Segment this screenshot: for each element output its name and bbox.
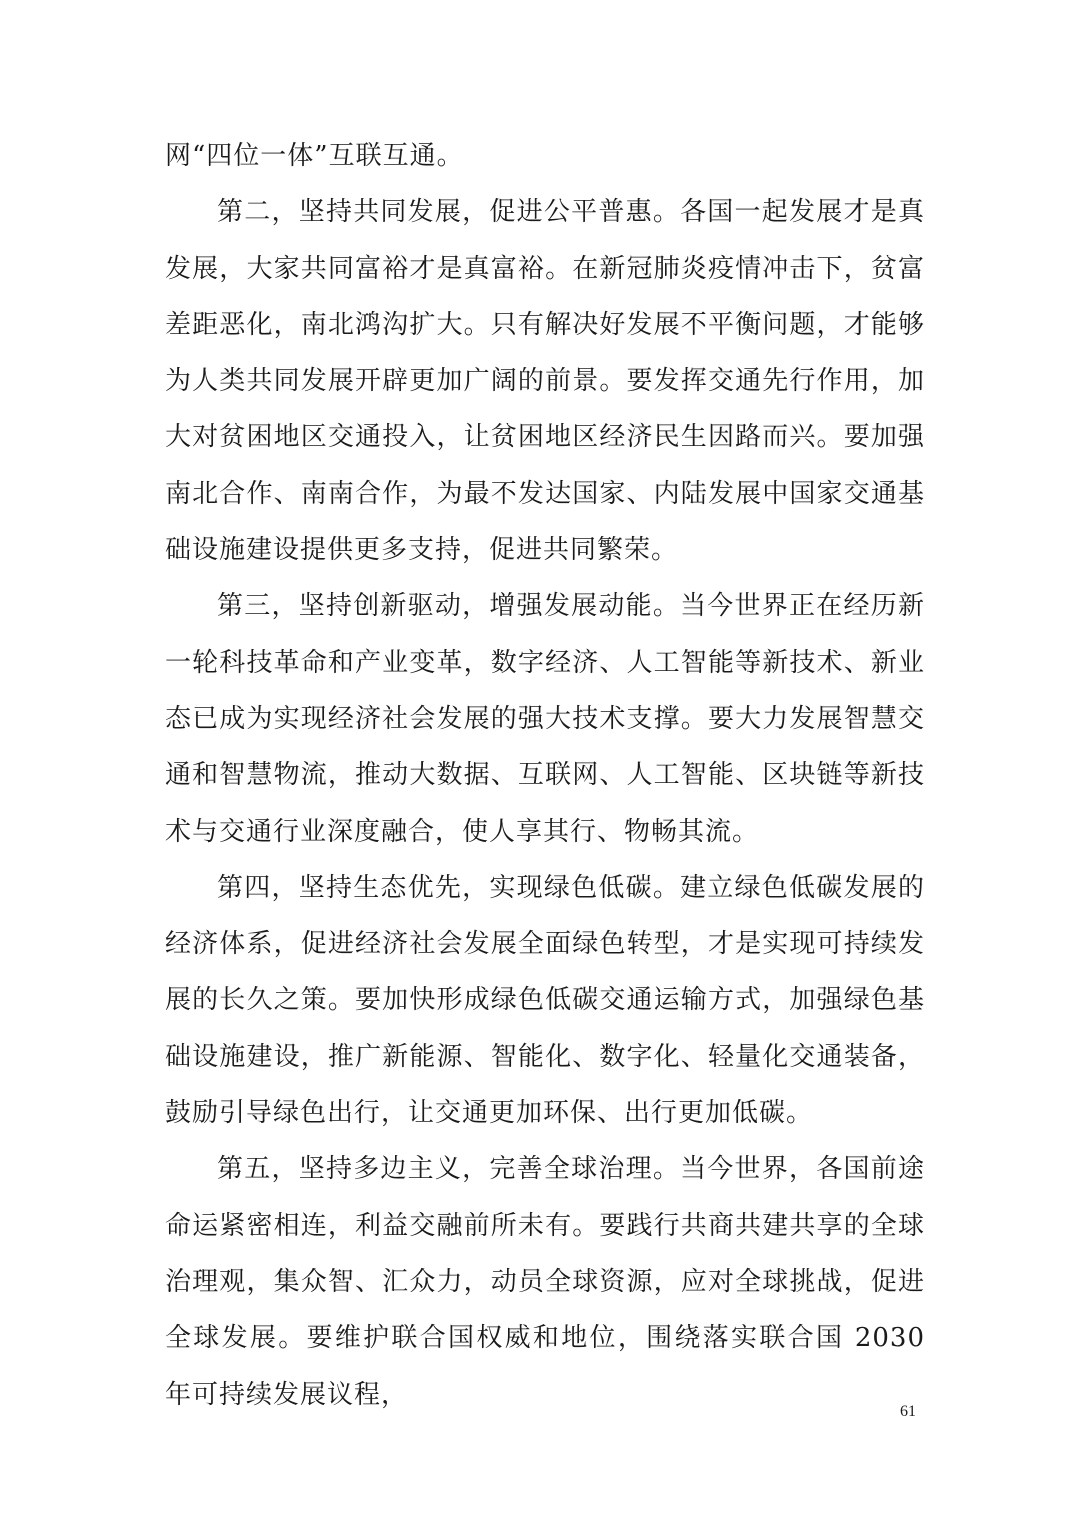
page-number: 61 — [900, 1403, 916, 1420]
paragraph-continuation: 网“四位一体”互联互通。 — [165, 141, 464, 171]
paragraph-second-point: 第二，坚持共同发展，促进公平普惠。各国一起发展才是真发展，大家共同富裕才是真富裕。在新冠肺炎疫情冲击下，贫富差距恶化，南北鸿沟扩大。只有解决好发展不平衡问题，才能够为人类共同发展开辟更加广阔的前景。要发挥交通先行作用，加大对贫困地区交通投入，让贫困地区经济民生因路而兴。要加强南北合作、南南合作，为最不发达国家、内陆发展中国家交通基础设施建设提供更多支持，促进共同繁荣。 — [165, 197, 925, 566]
paragraph-fourth-point: 第四，坚持生态优先，实现绿色低碳。建立绿色低碳发展的经济体系，促进经济社会发展全面绿色转型，才是实现可持续发展的长久之策。要加快形成绿色低碳交通运输方式，加强绿色基础设施建设，推广新能源、智能化、数字化、轻量化交通装备，鼓励引导绿色出行，让交通更加环保、出行更加低碳。 — [165, 872, 925, 1129]
paragraph-third-point: 第三，坚持创新驱动，增强发展动能。当今世界正在经历新一轮科技革命和产业变革，数字经济、人工智能等新技术、新业态已成为实现经济社会发展的强大技术支撑。要大力发展智慧交通和智慧物流，推动大数据、互联网、人工智能、区块链等新技术与交通行业深度融合，使人享其行、物畅其流。 — [165, 591, 925, 847]
paragraph-fifth-point: 第五，坚持多边主义，完善全球治理。当今世界，各国前途命运紧密相连，利益交融前所未有。要践行共商共建共享的全球治理观，集众智、汇众力，动员全球资源，应对全球挑战，促进全球发展。要维护联合国权威和地位，围绕落实联合国 2030 年可持续发展议程， — [165, 1154, 925, 1410]
document-body — [165, 128, 925, 1423]
